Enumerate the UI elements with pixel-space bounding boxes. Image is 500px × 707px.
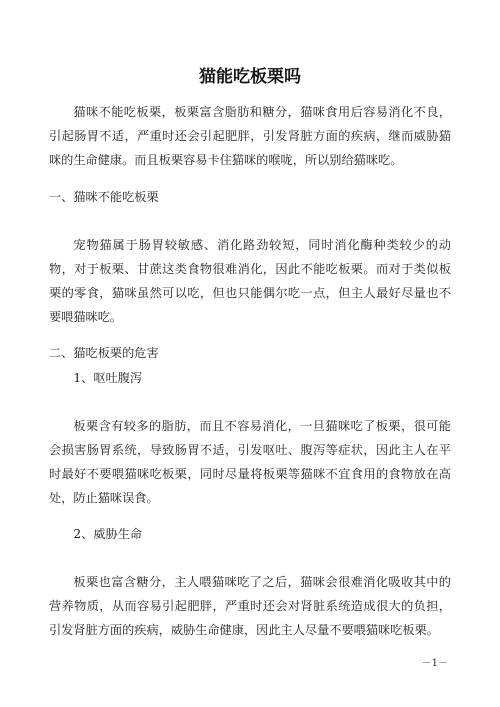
section-1-heading: 一、猫咪不能吃板栗 [49, 190, 159, 204]
section-2-heading: 二、猫吃板栗的危害 [49, 346, 159, 360]
intro-paragraph: 猫咪不能吃板栗，板栗富含脂肪和糖分，猫咪食用后容易消化不良，引起肠胃不适，严重时还会引起肥胖，引发肾脏方面的疾病，继而威胁猫咪的生命健康。而且板栗容易卡住猫咪的喉咙，所以别给猫咪吃。 [49, 105, 451, 167]
document-title: 猫能吃板栗吗 [199, 67, 301, 87]
subsection-2-paragraph: 板栗也富含糖分，主人喂猫咪吃了之后，猫咪会很难消化吸收其中的营养物质，从而容易引起肥胖，严重时还会对肾脏系统造成很大的负担，引发肾脏方面的疾病，威胁生命健康，因此主人尽量不要喂猫咪吃板栗。 [49, 575, 451, 637]
page-number: －1－ [421, 658, 448, 669]
section-1-paragraph: 宠物猫属于肠胃较敏感、消化路劲较短，同时消化酶种类较少的动物，对于板栗、甘蔗这类食物很难消化，因此不能吃板栗。而对于类似板栗的零食，猫咪虽然可以吃，但也只能偶尔吃一点，但主人最好尽量也不要喂猫咪吃。 [49, 238, 451, 324]
subsection-1-paragraph: 板栗含有较多的脂肪，而且不容易消化，一旦猫咪吃了板栗，很可能会损害肠胃系统，导致肠胃不适，引发呕吐、腹泻等症状，因此主人在平时最好不要喂猫咪吃板栗，同时尽量将板栗等猫咪不宜食用的食物放在高处，防止猫咪误食。 [49, 419, 451, 505]
subsection-2-heading: 2、威胁生命 [73, 527, 143, 541]
subsection-1-heading: 1、呕吐腹泻 [73, 371, 143, 385]
